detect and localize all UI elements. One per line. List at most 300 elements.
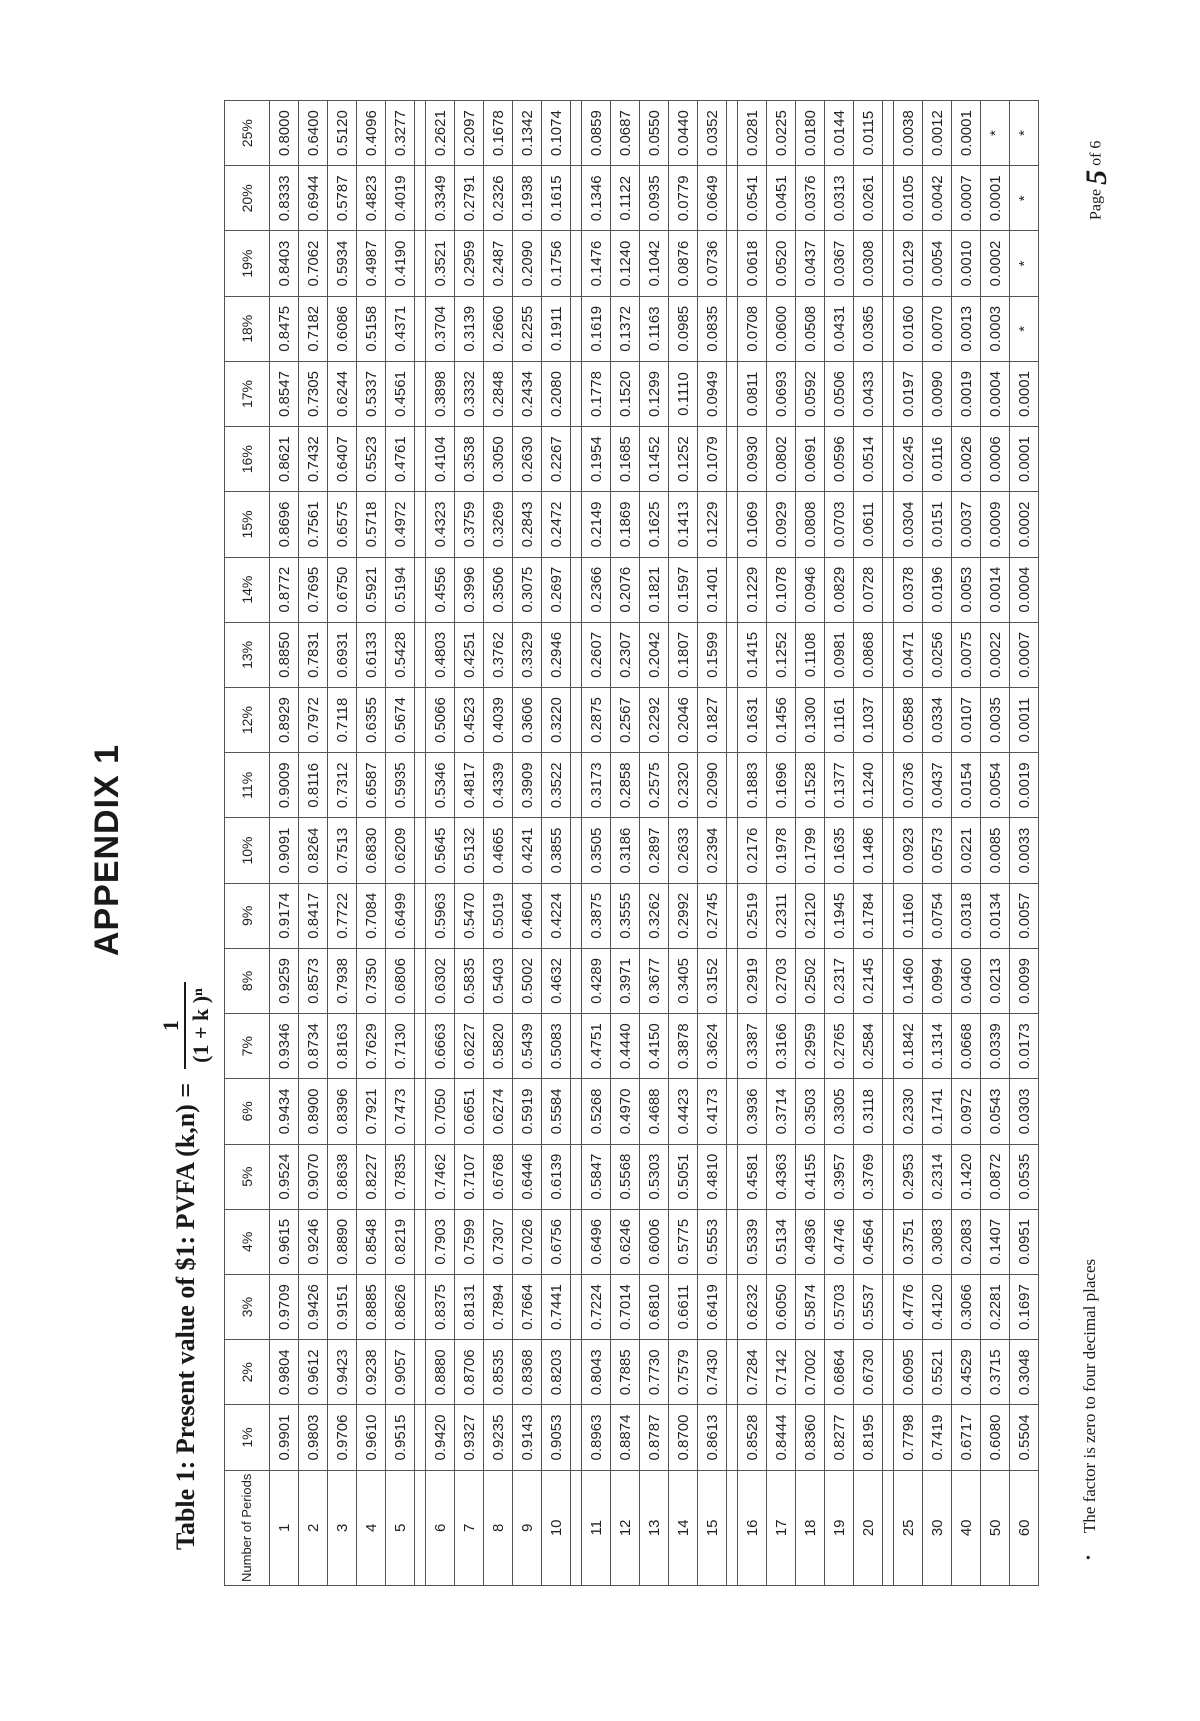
factor-cell: 0.4632 xyxy=(542,948,571,1013)
factor-cell: * xyxy=(981,101,1010,166)
factor-cell: 0.3704 xyxy=(426,296,455,361)
page-current: 5 xyxy=(1080,169,1113,185)
factor-cell: 0.2326 xyxy=(484,166,513,231)
factor-cell: 0.0225 xyxy=(767,101,796,166)
factor-cell: 0.8900 xyxy=(299,1079,328,1144)
factor-cell: 0.1842 xyxy=(894,1014,923,1079)
factor-cell: 0.1520 xyxy=(611,361,640,426)
factor-cell: 0.9423 xyxy=(328,1340,357,1405)
period-cell: 12 xyxy=(611,1470,640,1585)
period-cell: 9 xyxy=(513,1470,542,1585)
factor-cell: 0.7629 xyxy=(357,1014,386,1079)
factor-cell: 0.0303 xyxy=(1010,1079,1039,1144)
factor-cell: 0.8000 xyxy=(270,101,299,166)
factor-cell: 0.3714 xyxy=(767,1079,796,1144)
factor-cell: 0.1229 xyxy=(698,492,727,557)
factor-cell: 0.3606 xyxy=(513,687,542,752)
factor-cell: 0.3048 xyxy=(1010,1340,1039,1405)
rate-column-header: 1% xyxy=(225,1405,270,1470)
factor-cell: 0.0019 xyxy=(952,361,981,426)
factor-cell: 0.1042 xyxy=(640,231,669,296)
factor-cell: 0.0090 xyxy=(923,361,952,426)
factor-cell: 0.0949 xyxy=(698,361,727,426)
rate-column-header: 7% xyxy=(225,1014,270,1079)
group-separator-row xyxy=(571,101,582,1586)
factor-cell: 0.0736 xyxy=(894,753,923,818)
separator-cell xyxy=(415,1209,426,1274)
rate-column-header: 15% xyxy=(225,492,270,557)
rate-column-header: 20% xyxy=(225,166,270,231)
factor-cell: 0.1911 xyxy=(542,296,571,361)
factor-cell: 0.1240 xyxy=(611,231,640,296)
separator-cell xyxy=(415,622,426,687)
factor-cell: 0.0872 xyxy=(981,1144,1010,1209)
factor-cell: 0.5645 xyxy=(426,818,455,883)
factor-cell: 0.1413 xyxy=(669,492,698,557)
factor-cell: 0.0054 xyxy=(981,753,1010,818)
factor-cell: 0.0535 xyxy=(1010,1144,1039,1209)
factor-cell: 0.4363 xyxy=(767,1144,796,1209)
rate-column-header: 19% xyxy=(225,231,270,296)
period-cell: 13 xyxy=(640,1470,669,1585)
factor-cell: 0.3139 xyxy=(455,296,484,361)
group-separator-row xyxy=(415,101,426,1586)
separator-cell xyxy=(571,1274,582,1339)
factor-cell: 0.2145 xyxy=(854,948,883,1013)
factor-cell: 0.9151 xyxy=(328,1274,357,1339)
factor-cell: 0.0004 xyxy=(981,361,1010,426)
factor-cell: 0.5674 xyxy=(386,687,415,752)
factor-cell: 0.8885 xyxy=(357,1274,386,1339)
factor-cell: 0.0057 xyxy=(1010,883,1039,948)
table-row xyxy=(455,101,484,1586)
factor-cell: 0.1314 xyxy=(923,1014,952,1079)
factor-cell: 0.0876 xyxy=(669,231,698,296)
separator-cell xyxy=(727,1470,738,1585)
table-row xyxy=(328,101,357,1586)
factor-cell: 0.2959 xyxy=(796,1014,825,1079)
footnote xyxy=(1080,1259,1100,1560)
factor-cell: 0.0471 xyxy=(894,622,923,687)
factor-cell: 0.0318 xyxy=(952,883,981,948)
factor-cell: 0.0728 xyxy=(854,557,883,622)
factor-cell: 0.2281 xyxy=(981,1274,1010,1339)
factor-cell: 0.2843 xyxy=(513,492,542,557)
factor-cell: 0.7722 xyxy=(328,883,357,948)
factor-cell: 0.9615 xyxy=(270,1209,299,1274)
factor-cell: 0.0304 xyxy=(894,492,923,557)
separator-cell xyxy=(415,296,426,361)
factor-cell: 0.6050 xyxy=(767,1274,796,1339)
factor-cell: 0.4155 xyxy=(796,1144,825,1209)
formula-fraction xyxy=(158,982,214,1069)
factor-cell: 0.1346 xyxy=(582,166,611,231)
factor-cell: 0.9238 xyxy=(357,1340,386,1405)
factor-cell: 0.0811 xyxy=(738,361,767,426)
factor-cell: 0.0160 xyxy=(894,296,923,361)
factor-cell: 0.8227 xyxy=(357,1144,386,1209)
separator-cell xyxy=(415,1079,426,1144)
factor-cell: 0.6244 xyxy=(328,361,357,426)
factor-cell: 0.0779 xyxy=(669,166,698,231)
factor-cell: 0.0085 xyxy=(981,818,1010,883)
factor-cell: 0.0506 xyxy=(825,361,854,426)
factor-cell: 0.1954 xyxy=(582,427,611,492)
factor-cell: 0.3996 xyxy=(455,557,484,622)
factor-cell: 0.4104 xyxy=(426,427,455,492)
factor-cell: 0.4423 xyxy=(669,1079,698,1144)
factor-cell: 0.7062 xyxy=(299,231,328,296)
factor-cell: 0.9515 xyxy=(386,1405,415,1470)
factor-cell: 0.6651 xyxy=(455,1079,484,1144)
separator-cell xyxy=(883,492,894,557)
factor-cell: 0.0334 xyxy=(923,687,952,752)
factor-cell: 0.4241 xyxy=(513,818,542,883)
factor-cell: 0.2959 xyxy=(455,231,484,296)
factor-cell: 0.5439 xyxy=(513,1014,542,1079)
factor-cell: 0.0431 xyxy=(825,296,854,361)
factor-cell: 0.0053 xyxy=(952,557,981,622)
separator-cell xyxy=(883,1470,894,1585)
separator-cell xyxy=(571,166,582,231)
factor-cell: 0.7350 xyxy=(357,948,386,1013)
factor-cell: 0.2311 xyxy=(767,883,796,948)
table-row xyxy=(1010,101,1039,1586)
factor-cell: 0.1452 xyxy=(640,427,669,492)
factor-cell: 0.0981 xyxy=(825,622,854,687)
separator-cell xyxy=(883,753,894,818)
factor-cell: 0.8195 xyxy=(854,1405,883,1470)
separator-cell xyxy=(415,1274,426,1339)
factor-cell: 0.8890 xyxy=(328,1209,357,1274)
factor-cell: 0.7561 xyxy=(299,492,328,557)
separator-cell xyxy=(727,427,738,492)
factor-cell: 0.2897 xyxy=(640,818,669,883)
factor-cell: 0.0541 xyxy=(738,166,767,231)
separator-cell xyxy=(883,948,894,1013)
separator-cell xyxy=(571,1144,582,1209)
table-row xyxy=(484,101,513,1586)
factor-cell: 0.0026 xyxy=(952,427,981,492)
factor-cell: 0.0808 xyxy=(796,492,825,557)
factor-cell: 0.9091 xyxy=(270,818,299,883)
separator-cell xyxy=(415,1340,426,1405)
factor-cell: 0.9426 xyxy=(299,1274,328,1339)
factor-cell: 0.2267 xyxy=(542,427,571,492)
factor-cell: 0.6006 xyxy=(640,1209,669,1274)
factor-cell: 0.4581 xyxy=(738,1144,767,1209)
table-row xyxy=(357,101,386,1586)
factor-cell: 0.8163 xyxy=(328,1014,357,1079)
factor-cell: 0.7885 xyxy=(611,1340,640,1405)
period-cell: 20 xyxy=(854,1470,883,1585)
separator-cell xyxy=(883,1079,894,1144)
separator-cell xyxy=(415,231,426,296)
separator-cell xyxy=(571,753,582,818)
factor-cell: 0.7026 xyxy=(513,1209,542,1274)
factor-cell: 0.8360 xyxy=(796,1405,825,1470)
factor-cell: 0.8787 xyxy=(640,1405,669,1470)
factor-cell: 0.0003 xyxy=(981,296,1010,361)
factor-cell: 0.0440 xyxy=(669,101,698,166)
table-row xyxy=(854,101,883,1586)
factor-cell: 0.7579 xyxy=(669,1340,698,1405)
factor-cell: 0.0007 xyxy=(952,166,981,231)
factor-cell: 0.1678 xyxy=(484,101,513,166)
separator-cell xyxy=(415,492,426,557)
factor-cell: 0.0014 xyxy=(981,557,1010,622)
page-suffix: of 6 xyxy=(1087,140,1105,166)
factor-cell: 0.1163 xyxy=(640,296,669,361)
factor-cell: 0.1821 xyxy=(640,557,669,622)
factor-cell: 0.8734 xyxy=(299,1014,328,1079)
factor-cell: 0.3075 xyxy=(513,557,542,622)
factor-cell: 0.3305 xyxy=(825,1079,854,1144)
factor-cell: 0.2090 xyxy=(698,753,727,818)
factor-cell: 0.2697 xyxy=(542,557,571,622)
factor-cell: 0.2046 xyxy=(669,687,698,752)
factor-cell: 0.1778 xyxy=(582,361,611,426)
factor-cell: 0.3118 xyxy=(854,1079,883,1144)
factor-cell: 0.8131 xyxy=(455,1274,484,1339)
factor-cell: 0.7284 xyxy=(738,1340,767,1405)
factor-cell: 0.1069 xyxy=(738,492,767,557)
rate-column-header: 12% xyxy=(225,687,270,752)
factor-cell: 0.4810 xyxy=(698,1144,727,1209)
factor-cell: 0.7695 xyxy=(299,557,328,622)
factor-cell: 0.0611 xyxy=(854,492,883,557)
factor-cell: 0.7142 xyxy=(767,1340,796,1405)
table-caption xyxy=(158,982,214,1550)
factor-cell: 0.5835 xyxy=(455,948,484,1013)
separator-cell xyxy=(415,1014,426,1079)
factor-cell: 0.2765 xyxy=(825,1014,854,1079)
factor-cell: 0.4190 xyxy=(386,231,415,296)
factor-cell: 0.6499 xyxy=(386,883,415,948)
factor-cell: 0.3759 xyxy=(455,492,484,557)
factor-cell: 0.2330 xyxy=(894,1079,923,1144)
factor-cell: 0.3506 xyxy=(484,557,513,622)
factor-cell: 0.8621 xyxy=(270,427,299,492)
factor-cell: 0.5428 xyxy=(386,622,415,687)
separator-cell xyxy=(415,361,426,426)
factor-cell: 0.5935 xyxy=(386,753,415,818)
separator-cell xyxy=(571,296,582,361)
factor-cell: 0.8219 xyxy=(386,1209,415,1274)
factor-cell: 0.5820 xyxy=(484,1014,513,1079)
factor-cell: 0.9524 xyxy=(270,1144,299,1209)
factor-cell: 0.6246 xyxy=(611,1209,640,1274)
table-header-row xyxy=(225,101,270,1586)
rate-column-header: 5% xyxy=(225,1144,270,1209)
table-row xyxy=(923,101,952,1586)
rate-column-header: 9% xyxy=(225,883,270,948)
factor-cell: 0.2434 xyxy=(513,361,542,426)
separator-cell xyxy=(883,296,894,361)
factor-cell: 0.5584 xyxy=(542,1079,571,1144)
factor-cell: 0.8772 xyxy=(270,557,299,622)
factor-cell: 0.4120 xyxy=(923,1274,952,1339)
factor-cell: 0.7307 xyxy=(484,1209,513,1274)
factor-cell: 0.1342 xyxy=(513,101,542,166)
factor-cell: 0.5521 xyxy=(923,1340,952,1405)
factor-cell: 0.1372 xyxy=(611,296,640,361)
factor-cell: 0.9346 xyxy=(270,1014,299,1079)
factor-cell: 0.3277 xyxy=(386,101,415,166)
separator-cell xyxy=(883,101,894,166)
factor-cell: 0.6756 xyxy=(542,1209,571,1274)
factor-cell: 0.0859 xyxy=(582,101,611,166)
separator-cell xyxy=(883,1274,894,1339)
factor-cell: 0.4224 xyxy=(542,883,571,948)
factor-cell: 0.3878 xyxy=(669,1014,698,1079)
factor-cell: 0.0037 xyxy=(952,492,981,557)
rate-column-header: 14% xyxy=(225,557,270,622)
separator-cell xyxy=(415,166,426,231)
separator-cell xyxy=(571,1209,582,1274)
factor-cell: 0.1078 xyxy=(767,557,796,622)
period-cell: 16 xyxy=(738,1470,767,1585)
factor-cell: 0.4561 xyxy=(386,361,415,426)
factor-cell: 0.0116 xyxy=(923,427,952,492)
factor-cell: 0.6810 xyxy=(640,1274,669,1339)
factor-cell: 0.0433 xyxy=(854,361,883,426)
factor-cell: 0.4823 xyxy=(357,166,386,231)
factor-cell: 0.6400 xyxy=(299,101,328,166)
factor-cell: 0.7473 xyxy=(386,1079,415,1144)
factor-cell: 0.5132 xyxy=(455,818,484,883)
factor-cell: 0.0245 xyxy=(894,427,923,492)
factor-cell: 0.5134 xyxy=(767,1209,796,1274)
factor-cell: 0.0994 xyxy=(923,948,952,1013)
present-value-table-wrapper xyxy=(224,100,1039,1586)
factor-cell: 0.0352 xyxy=(698,101,727,166)
factor-cell: 0.5934 xyxy=(328,231,357,296)
factor-cell: 0.0935 xyxy=(640,166,669,231)
separator-cell xyxy=(571,948,582,1013)
factor-cell: 0.5339 xyxy=(738,1209,767,1274)
period-cell: 1 xyxy=(270,1470,299,1585)
factor-cell: 0.6419 xyxy=(698,1274,727,1339)
factor-cell: 0.5337 xyxy=(357,361,386,426)
factor-cell: 0.4564 xyxy=(854,1209,883,1274)
rate-column-header: 3% xyxy=(225,1274,270,1339)
factor-cell: 0.0004 xyxy=(1010,557,1039,622)
factor-cell: 0.0115 xyxy=(854,101,883,166)
rate-column-header: 25% xyxy=(225,101,270,166)
factor-cell: 0.5268 xyxy=(582,1079,611,1144)
separator-cell xyxy=(883,687,894,752)
period-cell: 5 xyxy=(386,1470,415,1585)
factor-cell: 0.0923 xyxy=(894,818,923,883)
factor-cell: 0.7441 xyxy=(542,1274,571,1339)
separator-cell xyxy=(727,101,738,166)
factor-cell: 0.0367 xyxy=(825,231,854,296)
factor-cell: 0.1460 xyxy=(894,948,923,1013)
rate-column-header: 18% xyxy=(225,296,270,361)
factor-cell: 0.4523 xyxy=(455,687,484,752)
factor-cell: 0.6768 xyxy=(484,1144,513,1209)
factor-cell: 0.4371 xyxy=(386,296,415,361)
rate-column-header: 13% xyxy=(225,622,270,687)
separator-cell xyxy=(727,1340,738,1405)
factor-cell: 0.8850 xyxy=(270,622,299,687)
factor-cell: 0.6587 xyxy=(357,753,386,818)
factor-cell: 0.2875 xyxy=(582,687,611,752)
factor-cell: 0.0173 xyxy=(1010,1014,1039,1079)
table-row xyxy=(738,101,767,1586)
factor-cell: 0.6944 xyxy=(299,166,328,231)
table-row xyxy=(640,101,669,1586)
factor-cell: 0.0868 xyxy=(854,622,883,687)
period-cell: 2 xyxy=(299,1470,328,1585)
period-cell: 3 xyxy=(328,1470,357,1585)
factor-cell: 0.0618 xyxy=(738,231,767,296)
factor-cell: 0.0261 xyxy=(854,166,883,231)
factor-cell: 0.1377 xyxy=(825,753,854,818)
periods-column-header: Number of Periods xyxy=(225,1470,270,1585)
factor-cell: 0.0144 xyxy=(825,101,854,166)
factor-cell: 0.3066 xyxy=(952,1274,981,1339)
factor-cell: 0.3186 xyxy=(611,818,640,883)
factor-cell: 0.0180 xyxy=(796,101,825,166)
separator-cell xyxy=(727,1014,738,1079)
factor-cell: * xyxy=(1010,101,1039,166)
factor-cell: 0.0378 xyxy=(894,557,923,622)
factor-cell: 0.0256 xyxy=(923,622,952,687)
separator-cell xyxy=(883,622,894,687)
factor-cell: 0.7972 xyxy=(299,687,328,752)
separator-cell xyxy=(727,231,738,296)
separator-cell xyxy=(571,1470,582,1585)
factor-cell: 0.2630 xyxy=(513,427,542,492)
factor-cell: 0.2320 xyxy=(669,753,698,818)
table-row xyxy=(952,101,981,1586)
factor-cell: 0.6080 xyxy=(981,1405,1010,1470)
factor-cell: 0.6717 xyxy=(952,1405,981,1470)
separator-cell xyxy=(727,492,738,557)
period-cell: 60 xyxy=(1010,1470,1039,1585)
separator-cell xyxy=(883,1144,894,1209)
period-cell: 8 xyxy=(484,1470,513,1585)
factor-cell: 0.6139 xyxy=(542,1144,571,1209)
factor-cell: 0.4803 xyxy=(426,622,455,687)
factor-cell: 0.8444 xyxy=(767,1405,796,1470)
factor-cell: 0.7921 xyxy=(357,1079,386,1144)
factor-cell: 0.6663 xyxy=(426,1014,455,1079)
factor-cell: 0.0022 xyxy=(981,622,1010,687)
factor-cell: 0.4251 xyxy=(455,622,484,687)
factor-cell: 0.1401 xyxy=(698,557,727,622)
factor-cell: 0.0573 xyxy=(923,818,952,883)
table-row xyxy=(582,101,611,1586)
factor-cell: 0.7002 xyxy=(796,1340,825,1405)
factor-cell: 0.7014 xyxy=(611,1274,640,1339)
factor-cell: 0.9803 xyxy=(299,1405,328,1470)
period-cell: 6 xyxy=(426,1470,455,1585)
period-cell: 11 xyxy=(582,1470,611,1585)
separator-cell xyxy=(883,1340,894,1405)
factor-cell: 0.2097 xyxy=(455,101,484,166)
separator-cell xyxy=(571,1405,582,1470)
period-cell: 17 xyxy=(767,1470,796,1585)
factor-cell: 0.3555 xyxy=(611,883,640,948)
factor-cell: 0.6730 xyxy=(854,1340,883,1405)
separator-cell xyxy=(415,101,426,166)
formula-numerator: 1 xyxy=(158,1020,183,1032)
factor-cell: 0.1599 xyxy=(698,622,727,687)
factor-cell: 0.8368 xyxy=(513,1340,542,1405)
